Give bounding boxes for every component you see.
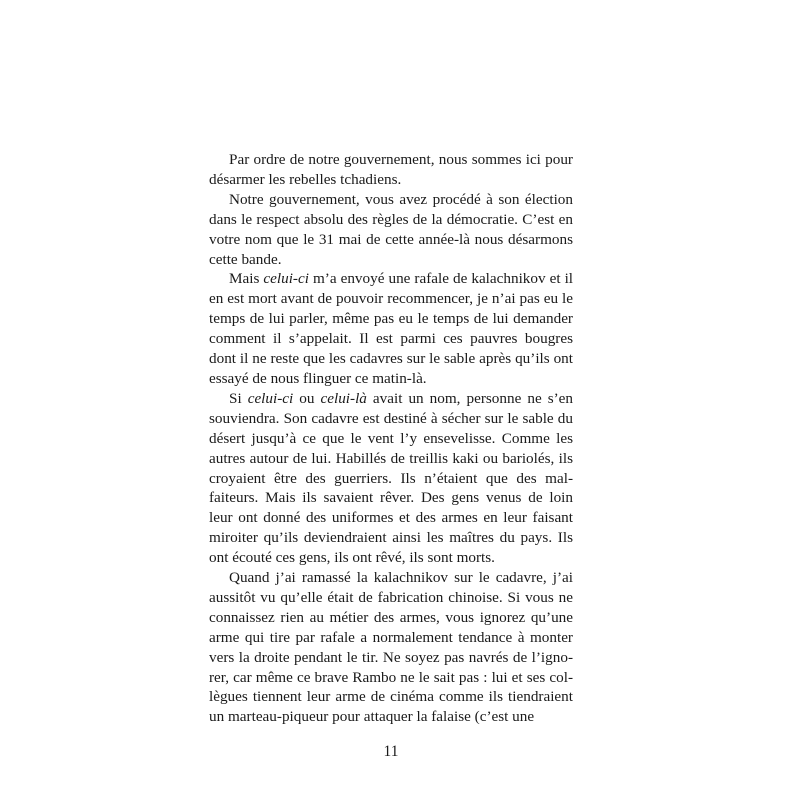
- paragraph: [209, 568, 573, 727]
- text-run: Si: [229, 389, 248, 407]
- paragraph: [209, 269, 573, 388]
- text-run: Quand j’ai ramassé la kalachnikov sur le cadavre, j’ai aussitôt vu qu’elle était de fabrication chinoise. Si vous ne connaissez rien au métier des armes, vous ignorez qu’une arme qui tire par rafale a normalement tendance à monter vers la droite pendant le tir. Ne soyez pas navrés de l’ignorer, car même ce brave Rambo ne le sait pas : lui et ses collègues tiennent leur arme de cinéma comme ils tiendraient un marteau-piqueur pour attaquer la falaise (c’est une: [209, 569, 573, 726]
- text-run: Mais: [229, 270, 264, 288]
- italic-text-run: celui-ci: [247, 389, 294, 407]
- paragraph: [209, 389, 573, 568]
- text-run: Notre gouvernement, vous avez procédé à son élection dans le respect absolu des règles de la démocratie. C’est en votre nom que le 31 mai de cette année-là nous désarmons cette bande.: [209, 190, 573, 268]
- text-run: Par ordre de notre gouvernement, nous sommes ici pour désarmer les rebelles tchadiens.: [209, 151, 573, 188]
- page-body-text: [209, 150, 573, 727]
- text-run: ou: [293, 389, 321, 407]
- text-run: m’a envoyé une rafale de kalachnikov et il en est mort avant de pouvoir recommencer, je n’ai pas eu le temps de lui parler, même pas eu le temps de lui demander comment il s’appelait. Il est parmi ces pauvres bougres dont il ne reste que les cadavres sur le sable après qu’ils ont essayé de nous flinguer ce matin-là.: [209, 270, 574, 387]
- paragraph: [209, 190, 573, 270]
- page-number: 11: [383, 743, 399, 760]
- text-run: avait un nom, personne ne s’en souviendra. Son cadavre est destiné à sécher sur le sable du désert jusqu’à ce que le vent l’y ensevelisse. Comme les autres autour de lui. Habillés de treillis kaki ou bariolés, ils croyaient être des guerriers. Ils n’étaient que des malfaiteurs. Mais ils savaient rêver. Des gens venus de loin leur ont donné des uniformes et des armes en leur faisant miroiter qu’ils deviendraient ainsi les maîtres du pays. Ils ont écouté ces gens, ils ont rêvé, ils sont morts.: [209, 389, 574, 567]
- italic-text-run: celui-ci: [263, 270, 309, 288]
- paragraph: [209, 150, 573, 190]
- italic-text-run: celui-là: [320, 389, 367, 407]
